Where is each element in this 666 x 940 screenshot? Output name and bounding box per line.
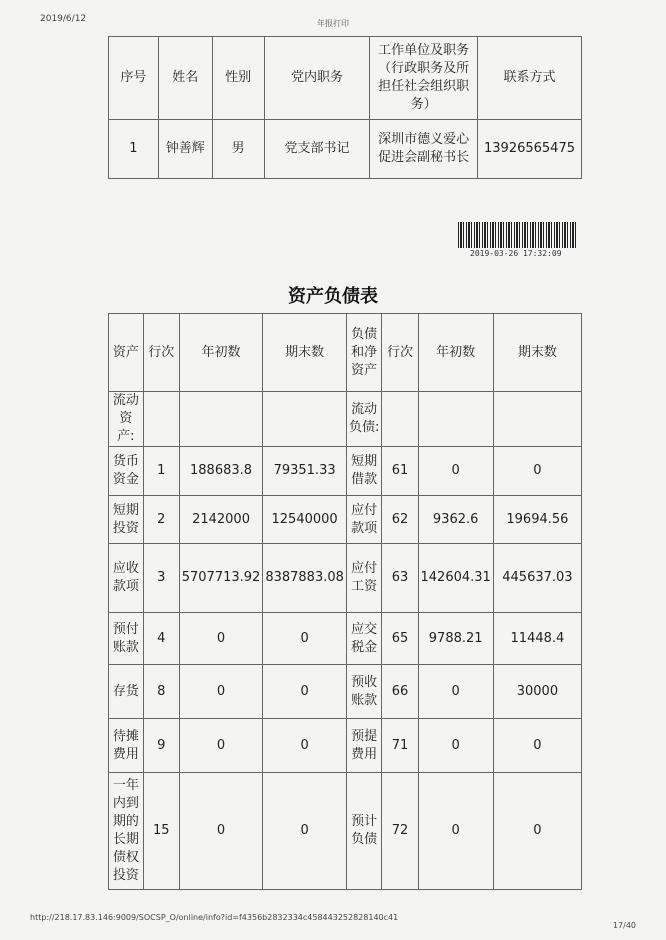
table-cell: 9788.21 (418, 613, 493, 665)
table-cell: 4 (143, 613, 179, 665)
page-number: 17/40 (612, 921, 636, 930)
table-cell: 预计负债 (346, 773, 382, 890)
table-row (109, 544, 582, 613)
footer-url: http://218.17.83.146:9009/SOCSP_O/online/info?id=f4356b2832334c458443252828140c41 (30, 913, 399, 922)
table-row (109, 613, 582, 665)
table-cell: 62 (382, 496, 418, 544)
header-cell: 年初数 (418, 314, 493, 392)
table-cell: 应付款项 (346, 496, 382, 544)
table-cell: 0 (263, 613, 347, 665)
balance-sheet-table (108, 313, 582, 890)
table-cell: 应交税金 (346, 613, 382, 665)
table-cell: 13926565475 (478, 120, 582, 179)
table-row (109, 447, 582, 496)
table-cell: 1 (143, 447, 179, 496)
table-cell (382, 392, 418, 447)
table-cell: 30000 (493, 665, 581, 719)
print-date: 2019/6/12 (40, 14, 87, 24)
table-row (109, 719, 582, 773)
table-cell: 0 (493, 447, 581, 496)
table-cell: 0 (493, 719, 581, 773)
header-cell: 行次 (143, 314, 179, 392)
table-cell: 15 (143, 773, 179, 890)
header-cell: 期末数 (493, 314, 581, 392)
table-cell: 0 (179, 613, 263, 665)
table-cell: 188683.8 (179, 447, 263, 496)
table-cell: 0 (493, 773, 581, 890)
table-cell: 流动负债: (346, 392, 382, 447)
table-header-row (109, 314, 582, 392)
header-cell: 性别 (212, 37, 264, 120)
table-row (109, 665, 582, 719)
header-cell: 姓名 (158, 37, 212, 120)
table-cell: 0 (418, 447, 493, 496)
table-cell: 5707713.92 (179, 544, 263, 613)
header-cell: 序号 (109, 37, 159, 120)
table-cell: 445637.03 (493, 544, 581, 613)
table-cell: 12540000 (263, 496, 347, 544)
table-cell: 8387883.08 (263, 544, 347, 613)
page-title: 资产负债表 (288, 286, 378, 307)
header-cell: 工作单位及职务（行政职务及所担任社会组织职务） (370, 37, 478, 120)
table-cell (418, 392, 493, 447)
header-cell: 党内职务 (264, 37, 370, 120)
table-cell: 待摊费用 (109, 719, 144, 773)
table-cell: 预收账款 (346, 665, 382, 719)
table-cell: 1 (109, 120, 159, 179)
table-cell: 9 (143, 719, 179, 773)
party-members-table (108, 36, 582, 179)
table-cell: 0 (418, 719, 493, 773)
print-header-title: 年报打印 (317, 19, 349, 28)
barcode-timestamp: 2019-03-26 17:32:09 (470, 249, 562, 258)
table-cell: 深圳市德义爱心促进会副秘书长 (370, 120, 478, 179)
table-cell: 19694.56 (493, 496, 581, 544)
barcode (458, 222, 578, 248)
table-row (109, 496, 582, 544)
table-cell: 预付账款 (109, 613, 144, 665)
table-cell (263, 392, 347, 447)
table-cell: 72 (382, 773, 418, 890)
table-cell: 142604.31 (418, 544, 493, 613)
table-cell: 流动资产: (109, 392, 144, 447)
table-row (109, 120, 582, 179)
table-cell: 63 (382, 544, 418, 613)
table-cell: 3 (143, 544, 179, 613)
table-cell (143, 392, 179, 447)
table-cell: 货币资金 (109, 447, 144, 496)
table-cell: 短期投资 (109, 496, 144, 544)
table-cell: 预提费用 (346, 719, 382, 773)
table-cell: 短期借款 (346, 447, 382, 496)
table-cell: 0 (179, 773, 263, 890)
table-cell: 11448.4 (493, 613, 581, 665)
table-cell: 0 (179, 665, 263, 719)
header-cell: 资产 (109, 314, 144, 392)
table-cell: 71 (382, 719, 418, 773)
table-cell: 8 (143, 665, 179, 719)
table-cell: 一年内到期的长期债权投资 (109, 773, 144, 890)
table-cell: 66 (382, 665, 418, 719)
table-row (109, 773, 582, 890)
table-cell: 0 (179, 719, 263, 773)
table-cell: 65 (382, 613, 418, 665)
table-cell: 2 (143, 496, 179, 544)
header-cell: 负债和净资产 (346, 314, 382, 392)
header-cell: 行次 (382, 314, 418, 392)
table-cell (179, 392, 263, 447)
table-cell: 2142000 (179, 496, 263, 544)
table-cell: 61 (382, 447, 418, 496)
table-cell: 党支部书记 (264, 120, 370, 179)
header-cell: 联系方式 (478, 37, 582, 120)
table-cell: 0 (263, 719, 347, 773)
table-cell: 0 (263, 773, 347, 890)
table-cell: 应收款项 (109, 544, 144, 613)
table-cell: 79351.33 (263, 447, 347, 496)
table-cell: 男 (212, 120, 264, 179)
header-cell: 期末数 (263, 314, 347, 392)
table-cell: 0 (418, 665, 493, 719)
header-cell: 年初数 (179, 314, 263, 392)
table-cell: 0 (418, 773, 493, 890)
table-row (109, 392, 582, 447)
table-cell: 应付工资 (346, 544, 382, 613)
table-cell (493, 392, 581, 447)
table-cell: 钟善辉 (158, 120, 212, 179)
table-cell: 存货 (109, 665, 144, 719)
table-cell: 0 (263, 665, 347, 719)
table-cell: 9362.6 (418, 496, 493, 544)
